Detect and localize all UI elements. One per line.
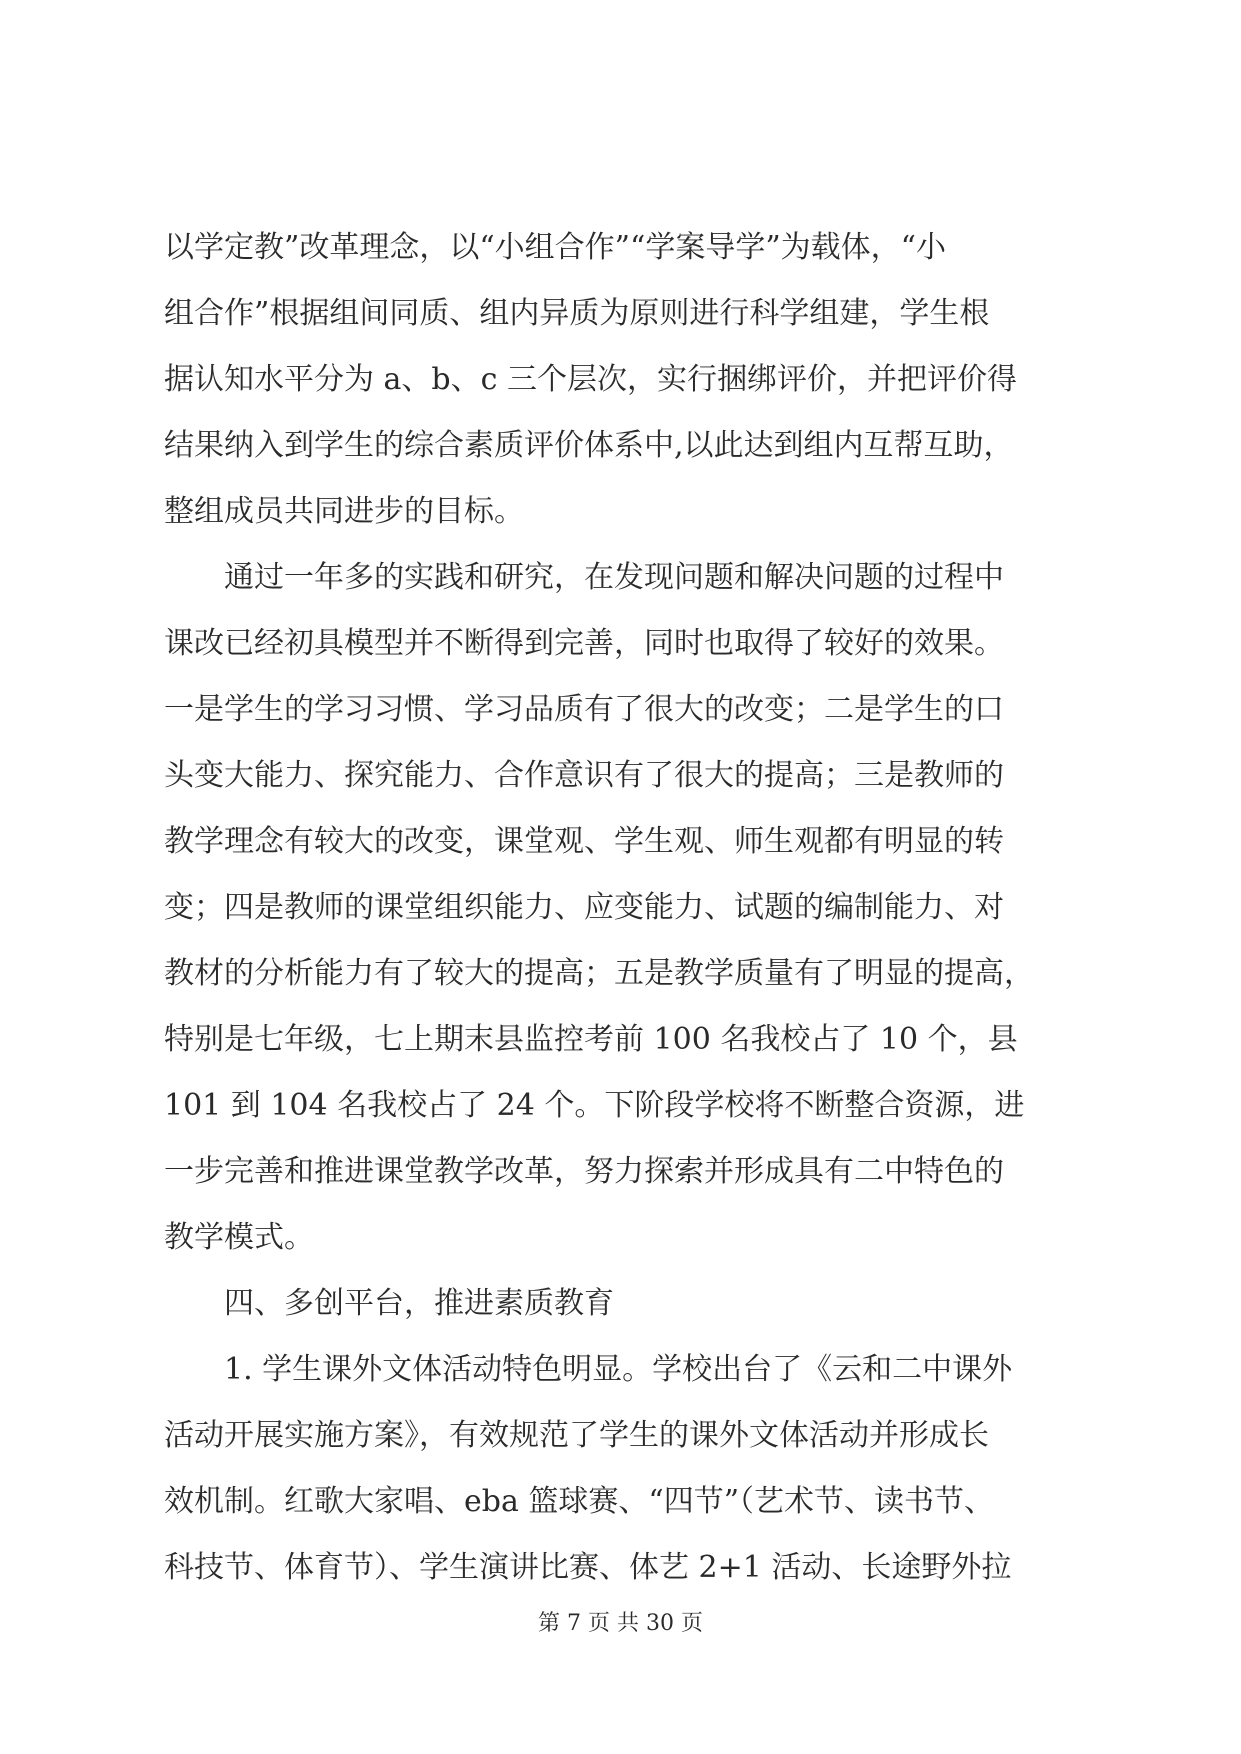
text-line: 组合作”根据组间同质、组内异质为原则进行科学组建，学生根 — [164, 296, 990, 331]
text-line: 科技节、体育节）、学生演讲比赛、体艺 2+1 活动、长途野外拉 — [164, 1550, 1012, 1585]
text-line: 教学理念有较大的改变，课堂观、学生观、师生观都有明显的转 — [164, 824, 1004, 859]
text-line: 整组成员共同进步的目标。 — [164, 494, 524, 529]
text-line: 据认知水平分为 a、b、c 三个层次，实行捆绑评价，并把评价得 — [164, 362, 1017, 397]
text-line: 结果纳入到学生的综合素质评价体系中,以此达到组内互帮互助， — [164, 428, 1014, 463]
text-line: 以学定教”改革理念，以“小组合作”“学案导学”为载体，“小 — [164, 230, 947, 265]
text-line: 通过一年多的实践和研究，在发现问题和解决问题的过程中 — [164, 560, 1004, 595]
text-line: 一步完善和推进课堂教学改革，努力探索并形成具有二中特色的 — [164, 1154, 1004, 1189]
text-line: 一是学生的学习习惯、学习品质有了很大的改变；二是学生的口 — [164, 692, 1004, 727]
section-heading: 四、多创平台，推进素质教育 — [164, 1286, 614, 1321]
page-number-footer: 第 7 页 共 30 页 — [538, 1611, 703, 1636]
text-line: 教材的分析能力有了较大的提高；五是教学质量有了明显的提高， — [164, 956, 1034, 991]
text-line: 活动开展实施方案》，有效规范了学生的课外文体活动并形成长 — [164, 1418, 989, 1453]
text-line: 教学模式。 — [164, 1220, 314, 1255]
text-line: 101 到 104 名我校占了 24 个。下阶段学校将不断整合资源，进 — [164, 1088, 1025, 1123]
text-line: 变；四是教师的课堂组织能力、应变能力、试题的编制能力、对 — [164, 890, 1004, 925]
text-line: 课改已经初具模型并不断得到完善，同时也取得了较好的效果。 — [164, 626, 1004, 661]
text-line: 特别是七年级，七上期末县监控考前 100 名我校占了 10 个，县 — [164, 1022, 1018, 1057]
text-line: 1. 学生课外文体活动特色明显。学校出台了《云和二中课外 — [164, 1352, 1013, 1387]
text-line: 效机制。红歌大家唱、eba 篮球赛、“四节”（艺术节、读书节、 — [164, 1484, 995, 1519]
text-line: 头变大能力、探究能力、合作意识有了很大的提高；三是教师的 — [164, 758, 1004, 793]
